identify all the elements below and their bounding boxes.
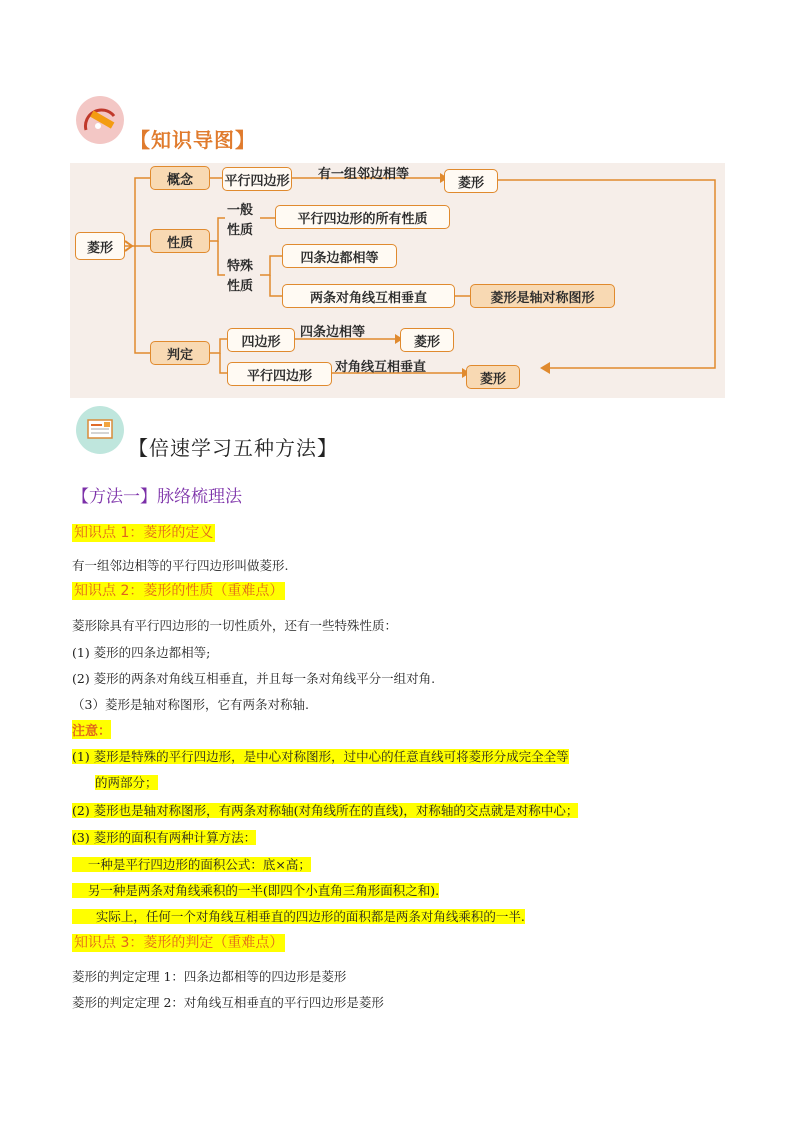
judgment-node: 判定 bbox=[150, 341, 210, 365]
four-sides-equal-label: 四条边相等 bbox=[300, 325, 366, 340]
note-3c: 实际上，任何一个对角线互相垂直的四边形的面积都是两条对角线乘积的一半. bbox=[72, 907, 525, 925]
parallelogram-node: 平行四边形 bbox=[222, 167, 292, 191]
special-label: 特殊 bbox=[227, 259, 254, 274]
note-3b: 另一种是两条对角线乘积的一半(即四个小直角三角形面积之和). bbox=[72, 881, 439, 899]
property-node: 性质 bbox=[150, 229, 210, 253]
kp3-theorem-2: 菱形的判定定理 2：对角线互相垂直的平行四边形是菱形 bbox=[72, 995, 384, 1010]
protractor-icon bbox=[76, 96, 124, 144]
rhombus-node-top: 菱形 bbox=[444, 169, 498, 193]
five-methods-heading: 【倍速学习五种方法】 bbox=[128, 436, 338, 460]
rhombus-node-bottom: 菱形 bbox=[466, 365, 520, 389]
kp2-item-1: (1) 菱形的四条边都相等; bbox=[72, 645, 211, 660]
knowledge-point-3-title: 知识点 3：菱形的判定（重难点） bbox=[74, 935, 284, 951]
kp2-item-2: (2) 菱形的两条对角线互相垂直，并且每一条对角线平分一组对角. bbox=[72, 671, 436, 686]
note-label: 注意： bbox=[72, 720, 111, 739]
special-nature-label: 性质 bbox=[227, 279, 254, 294]
knowledge-point-1-title: 知识点 1：菱形的定义 bbox=[74, 525, 214, 541]
method-one-heading: 【方法一】脉络梳理法 bbox=[72, 487, 242, 507]
diagonals-perpendicular-label: 对角线互相垂直 bbox=[335, 360, 427, 375]
general-label: 一般 bbox=[227, 203, 254, 218]
note-1a: (1) 菱形是特殊的平行四边形，是中心对称图形，过中心的任意直线可将菱形分成完全全等 bbox=[72, 749, 569, 764]
note-2: (2) 菱形也是轴对称图形，有两条对称轴(对角线所在的直线)，对称轴的交点就是对称中心； bbox=[72, 803, 579, 818]
general-nature-label: 性质 bbox=[227, 223, 254, 238]
note-1b: 的两部分； bbox=[95, 775, 158, 790]
kp2-item-3: （3）菱形是轴对称图形，它有两条对称轴. bbox=[72, 697, 309, 712]
root-rhombus: 菱形 bbox=[75, 232, 125, 260]
diagonals-perpendicular-node: 两条对角线互相垂直 bbox=[282, 284, 455, 308]
quadrilateral-node: 四边形 bbox=[227, 328, 295, 352]
knowledge-point-2-title: 知识点 2：菱形的性质（重难点） bbox=[74, 583, 284, 599]
concept-node: 概念 bbox=[150, 166, 210, 190]
knowledge-map-heading: 【知识导图】 bbox=[130, 128, 256, 152]
knowledge-mind-map bbox=[70, 163, 725, 398]
note-3a: 一种是平行四边形的面积公式：底×高； bbox=[72, 855, 311, 873]
all-properties-node: 平行四边形的所有性质 bbox=[275, 205, 450, 229]
rhombus-node-mid: 菱形 bbox=[400, 328, 454, 352]
four-sides-equal-node: 四条边都相等 bbox=[282, 244, 397, 268]
note-3: (3) 菱形的面积有两种计算方法： bbox=[72, 830, 257, 845]
knowledge-point-1-text: 有一组邻边相等的平行四边形叫做菱形. bbox=[72, 558, 289, 573]
kp2-intro: 菱形除具有平行四边形的一切性质外，还有一些特殊性质： bbox=[72, 618, 398, 633]
document-icon bbox=[76, 406, 124, 454]
kp3-theorem-1: 菱形的判定定理 1：四条边都相等的四边形是菱形 bbox=[72, 969, 347, 984]
axis-symmetric-node: 菱形是轴对称图形 bbox=[470, 284, 615, 308]
parallelogram-node-2: 平行四边形 bbox=[227, 362, 332, 386]
adjacent-equal-label: 有一组邻边相等 bbox=[318, 167, 410, 182]
